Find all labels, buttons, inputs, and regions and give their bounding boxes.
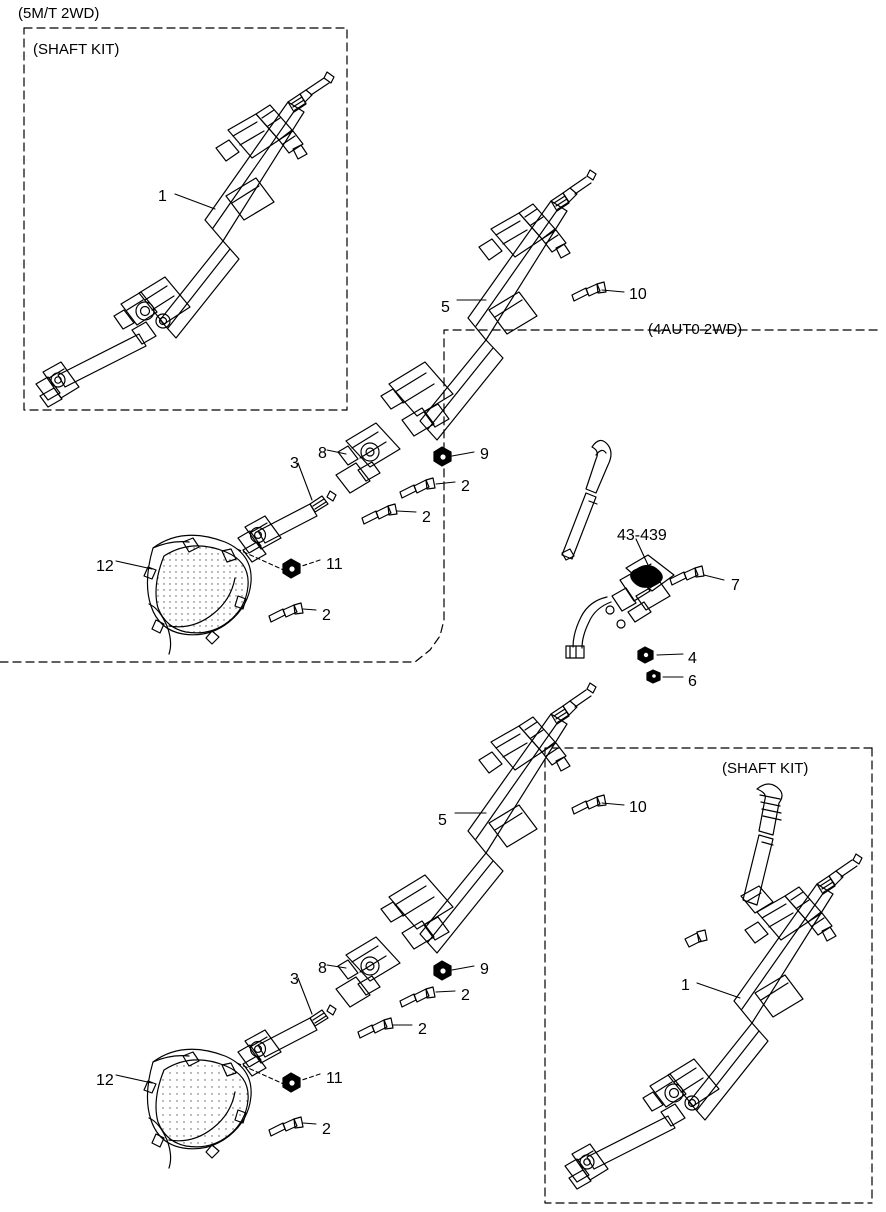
callout-2-top-c: 2 bbox=[322, 607, 331, 624]
callout-2-top-a: 2 bbox=[461, 478, 470, 495]
part-3-top-shaft bbox=[238, 491, 336, 562]
callout-5-bottom: 5 bbox=[438, 812, 447, 829]
part-2-top-bolt-a bbox=[400, 478, 435, 498]
callout-2-top-b: 2 bbox=[422, 509, 431, 526]
callout-9-bottom: 9 bbox=[480, 961, 489, 978]
part-2-top-bolt-b bbox=[362, 504, 397, 524]
part-2-top-bolt-c bbox=[269, 603, 303, 622]
group-label-shaft-kit-bottom: (SHAFT KIT) bbox=[722, 760, 809, 777]
group-label-4auto-2wd: (4AUT0 2WD) bbox=[648, 321, 743, 338]
callout-3-top: 3 bbox=[290, 455, 299, 472]
callout-1-bottom: 1 bbox=[681, 977, 690, 994]
callout-4: 4 bbox=[688, 650, 697, 667]
part-1-top-shaft-kit bbox=[36, 72, 334, 407]
part-7-bolt bbox=[670, 566, 704, 585]
callout-2-bottom-a: 2 bbox=[461, 987, 470, 1004]
callout-43-439: 43-439 bbox=[617, 527, 667, 544]
part-8-bottom-joint bbox=[336, 937, 400, 1007]
callout-6: 6 bbox=[688, 673, 697, 690]
part-43-439-shift-lever bbox=[562, 440, 674, 658]
part-2-bottom-bolt-a bbox=[400, 987, 435, 1007]
callout-5-top: 5 bbox=[441, 299, 450, 316]
callout-12-top: 12 bbox=[96, 558, 114, 575]
callout-10-top: 10 bbox=[629, 286, 647, 303]
callout-2-bottom-b: 2 bbox=[418, 1021, 427, 1038]
callout-8-bottom: 8 bbox=[318, 960, 327, 977]
part-5-bottom-column bbox=[381, 683, 606, 953]
part-9-top-nut bbox=[434, 447, 451, 466]
part-4-washer bbox=[638, 647, 653, 663]
part-11-top-nut bbox=[283, 559, 300, 578]
part-11-bottom-nut bbox=[283, 1073, 300, 1092]
part-2-bottom-bolt-c bbox=[269, 1117, 303, 1136]
part-1-bottom-shaft-kit bbox=[565, 784, 862, 1189]
part-6-nut bbox=[647, 670, 660, 683]
part-3-bottom-shaft bbox=[238, 1005, 336, 1076]
part-5-top-column bbox=[381, 170, 606, 440]
callout-3-bottom: 3 bbox=[290, 971, 299, 988]
group-boundary-shaft-kit-top bbox=[24, 28, 347, 410]
callout-12-bottom: 12 bbox=[96, 1072, 114, 1089]
callout-9-top: 9 bbox=[480, 446, 489, 463]
callout-11-top: 11 bbox=[326, 556, 343, 573]
group-boundary-shaft-kit-bottom bbox=[545, 748, 872, 1203]
callout-11-bottom: 11 bbox=[326, 1070, 343, 1087]
callout-7: 7 bbox=[731, 577, 740, 594]
part-12-bottom-boot bbox=[144, 1049, 251, 1168]
callout-10-bottom: 10 bbox=[629, 799, 647, 816]
group-label-5mt-2wd: (5M/T 2WD) bbox=[18, 5, 100, 22]
part-2-bottom-bolt-b bbox=[358, 1018, 393, 1038]
part-9-bottom-nut bbox=[434, 961, 451, 980]
callout-8-top: 8 bbox=[318, 445, 327, 462]
part-8-top-joint bbox=[336, 423, 400, 493]
part-12-top-boot bbox=[144, 535, 251, 654]
callout-1-top: 1 bbox=[158, 188, 167, 205]
callout-2-bottom-c: 2 bbox=[322, 1121, 331, 1138]
group-label-shaft-kit-top: (SHAFT KIT) bbox=[33, 41, 120, 58]
